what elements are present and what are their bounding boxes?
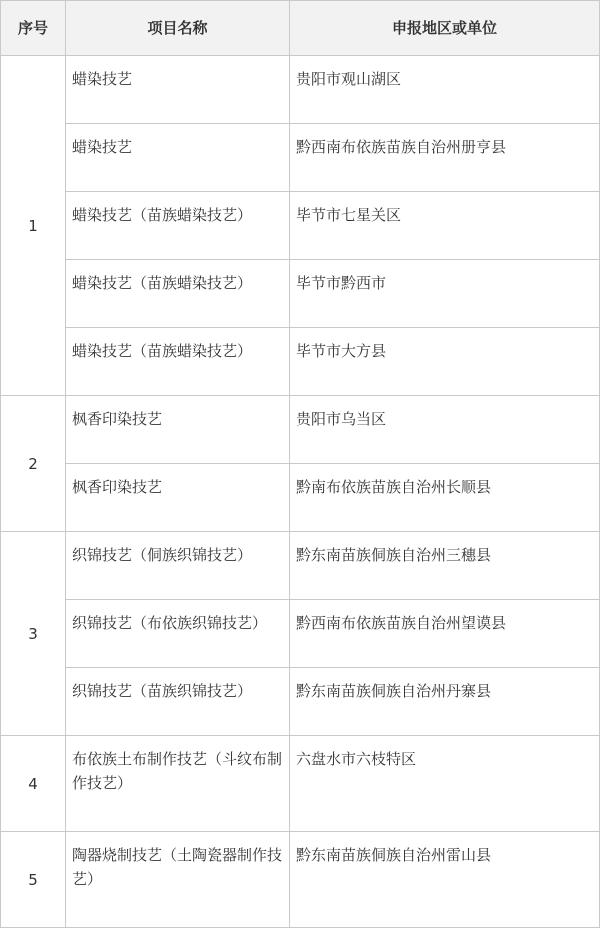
- region-cell: 贵阳市观山湖区: [290, 56, 600, 124]
- table-row: [1, 736, 600, 832]
- region-cell: 六盘水市六枝特区: [290, 736, 600, 832]
- table-row: [1, 192, 600, 260]
- table-row: [1, 56, 600, 124]
- table-row: [1, 464, 600, 532]
- project-name-cell: 蜡染技艺（苗族蜡染技艺）: [66, 328, 290, 396]
- table-row: [1, 600, 600, 668]
- region-cell: 毕节市黔西市: [290, 260, 600, 328]
- project-name-cell: 蜡染技艺（苗族蜡染技艺）: [66, 192, 290, 260]
- project-name-cell: 织锦技艺（苗族织锦技艺）: [66, 668, 290, 736]
- project-name-cell: 陶器烧制技艺（土陶瓷器制作技艺）: [66, 832, 290, 928]
- region-cell: 贵阳市乌当区: [290, 396, 600, 464]
- row-seq: 1: [1, 56, 66, 396]
- row-seq: 5: [1, 832, 66, 928]
- header-project-name: 项目名称: [66, 1, 290, 56]
- project-name-cell: 织锦技艺（侗族织锦技艺）: [66, 532, 290, 600]
- region-cell: 黔东南苗族侗族自治州三穗县: [290, 532, 600, 600]
- table-row: [1, 260, 600, 328]
- project-name-cell: 布依族土布制作技艺（斗纹布制作技艺）: [66, 736, 290, 832]
- region-cell: 毕节市大方县: [290, 328, 600, 396]
- region-cell: 黔东南苗族侗族自治州雷山县: [290, 832, 600, 928]
- project-name-cell: 蜡染技艺（苗族蜡染技艺）: [66, 260, 290, 328]
- row-seq: 4: [1, 736, 66, 832]
- table-row: [1, 832, 600, 928]
- project-name-cell: 蜡染技艺: [66, 56, 290, 124]
- row-seq: 2: [1, 396, 66, 532]
- table-row: [1, 328, 600, 396]
- region-cell: 黔西南布依族苗族自治州望谟县: [290, 600, 600, 668]
- project-name-cell: 枫香印染技艺: [66, 396, 290, 464]
- table-row: [1, 124, 600, 192]
- region-cell: 黔东南苗族侗族自治州丹寨县: [290, 668, 600, 736]
- table-row: [1, 532, 600, 600]
- row-seq: 3: [1, 532, 66, 736]
- project-name-cell: 蜡染技艺: [66, 124, 290, 192]
- table-row: [1, 668, 600, 736]
- project-name-cell: 枫香印染技艺: [66, 464, 290, 532]
- table-row: [1, 396, 600, 464]
- region-cell: 毕节市七星关区: [290, 192, 600, 260]
- region-cell: 黔南布依族苗族自治州长顺县: [290, 464, 600, 532]
- header-region: 申报地区或单位: [290, 1, 600, 56]
- region-cell: 黔西南布依族苗族自治州册亨县: [290, 124, 600, 192]
- project-name-cell: 织锦技艺（布依族织锦技艺）: [66, 600, 290, 668]
- header-seq: 序号: [1, 1, 66, 56]
- table-header-row: [1, 1, 600, 56]
